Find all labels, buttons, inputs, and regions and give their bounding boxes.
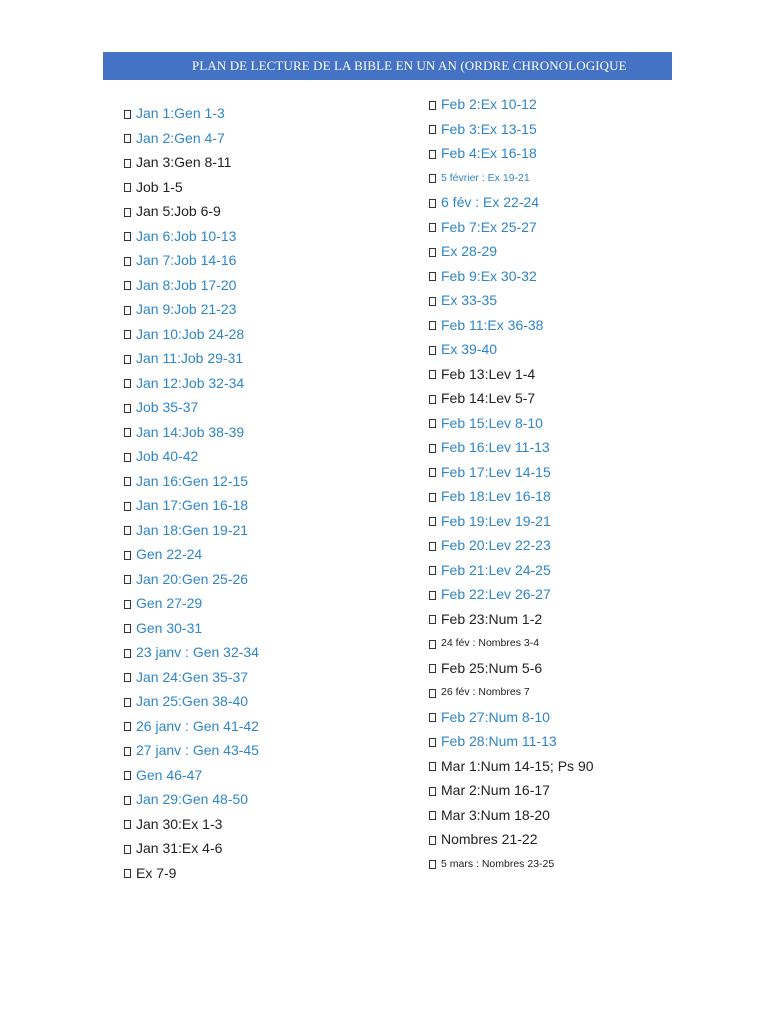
- reading-link[interactable]: Jan 9:Job 21-23: [136, 301, 237, 318]
- reading-list-item[interactable]: [429, 729, 594, 754]
- checkbox-icon[interactable]: [124, 453, 131, 462]
- reading-link[interactable]: Gen 30-31: [136, 619, 203, 636]
- reading-link[interactable]: Jan 12:Job 32-34: [136, 374, 245, 391]
- checkbox-icon[interactable]: [429, 615, 436, 624]
- checkbox-icon[interactable]: [124, 673, 131, 682]
- reading-link[interactable]: Jan 20:Gen 25-26: [136, 570, 249, 587]
- checkbox-icon[interactable]: [124, 722, 131, 731]
- reading-list-item: [124, 812, 259, 837]
- reading-link[interactable]: Ex 33-35: [441, 292, 498, 309]
- reading-label: Mar 2:Num 16-17: [441, 782, 550, 799]
- reading-link[interactable]: Feb 15:Lev 8-10: [441, 414, 543, 431]
- reading-label: Jan 31:Ex 4-6: [136, 840, 223, 857]
- reading-link[interactable]: Jan 17:Gen 16-18: [136, 497, 249, 514]
- checkbox-icon[interactable]: [429, 517, 436, 526]
- reading-list-item[interactable]: [429, 558, 594, 583]
- reading-label: Feb 25:Num 5-6: [441, 659, 543, 676]
- checkbox-icon[interactable]: [429, 101, 436, 110]
- checkbox-icon[interactable]: [429, 787, 436, 796]
- checkbox-icon[interactable]: [124, 551, 131, 560]
- reading-link[interactable]: Feb 28:Num 11-13: [441, 733, 557, 750]
- reading-list-item[interactable]: [124, 322, 259, 347]
- reading-label: Jan 30:Ex 1-3: [136, 815, 223, 832]
- reading-link[interactable]: Feb 18:Lev 16-18: [441, 488, 551, 505]
- checkbox-icon[interactable]: [429, 297, 436, 306]
- checkbox-icon[interactable]: [124, 771, 131, 780]
- reading-list-item[interactable]: [124, 689, 259, 714]
- reading-list-item[interactable]: [124, 444, 259, 469]
- reading-link[interactable]: 23 janv : Gen 32-34: [136, 644, 259, 661]
- reading-link[interactable]: Feb 7:Ex 25-27: [441, 218, 537, 235]
- reading-list-item[interactable]: [124, 224, 259, 249]
- reading-label: Feb 23:Num 1-2: [441, 610, 543, 627]
- reading-label: Jan 3:Gen 8-11: [136, 154, 232, 171]
- checkbox-icon[interactable]: [124, 110, 131, 119]
- checkbox-icon[interactable]: [124, 208, 131, 217]
- reading-link[interactable]: Job 40-42: [136, 448, 199, 465]
- checkbox-icon[interactable]: [124, 526, 131, 535]
- reading-link[interactable]: Feb 11:Ex 36-38: [441, 316, 544, 333]
- reading-list-item[interactable]: [429, 141, 594, 166]
- checkbox-icon[interactable]: [124, 428, 131, 437]
- reading-link[interactable]: Gen 22-24: [136, 546, 203, 563]
- reading-link[interactable]: Ex 39-40: [441, 341, 498, 358]
- checkbox-icon[interactable]: [429, 591, 436, 600]
- reading-list-item: [429, 778, 594, 803]
- reading-list-item[interactable]: [124, 248, 259, 273]
- reading-list-item: [429, 362, 594, 387]
- checkbox-icon[interactable]: [124, 330, 131, 339]
- checkbox-icon[interactable]: [429, 346, 436, 355]
- reading-link[interactable]: Gen 27-29: [136, 595, 203, 612]
- reading-link[interactable]: Jan 2:Gen 4-7: [136, 129, 225, 146]
- checkbox-icon[interactable]: [124, 502, 131, 511]
- reading-link[interactable]: Jan 29:Gen 48-50: [136, 791, 249, 808]
- checkbox-icon[interactable]: [429, 713, 436, 722]
- checkbox-icon[interactable]: [124, 159, 131, 168]
- checkbox-icon[interactable]: [124, 404, 131, 413]
- reading-label: Nombres 21-22: [441, 831, 538, 848]
- reading-list-item: [124, 175, 259, 200]
- reading-label: 24 fév : Nombres 3-4: [441, 637, 540, 650]
- reading-list-item[interactable]: [429, 313, 594, 338]
- reading-list-item[interactable]: [124, 101, 259, 126]
- reading-link[interactable]: Feb 20:Lev 22-23: [441, 537, 551, 554]
- reading-list-item: [429, 852, 594, 877]
- reading-list-item[interactable]: [124, 738, 259, 763]
- reading-list-item[interactable]: [429, 190, 594, 215]
- reading-list-item[interactable]: [124, 518, 259, 543]
- title-banner: [103, 52, 672, 80]
- checkbox-icon[interactable]: [429, 150, 436, 159]
- reading-list-item[interactable]: [124, 714, 259, 739]
- checkbox-icon[interactable]: [429, 248, 436, 257]
- checkbox-icon[interactable]: [429, 199, 436, 208]
- checkbox-icon[interactable]: [124, 698, 131, 707]
- reading-link[interactable]: Feb 3:Ex 13-15: [441, 120, 537, 137]
- page-title: PLAN DE LECTURE DE LA BIBLE EN UN AN (ORDRE CHRONOLOGIQUE: [192, 58, 627, 73]
- reading-link[interactable]: Feb 2:Ex 10-12: [441, 96, 537, 113]
- checkbox-icon[interactable]: [124, 845, 131, 854]
- reading-link[interactable]: Jan 6:Job 10-13: [136, 227, 237, 244]
- reading-label: 5 mars : Nombres 23-25: [441, 857, 555, 870]
- reading-list-item[interactable]: [124, 640, 259, 665]
- reading-list-item[interactable]: [429, 337, 594, 362]
- reading-link[interactable]: 5 février : Ex 19-21: [441, 171, 530, 184]
- reading-list-item[interactable]: [124, 395, 259, 420]
- reading-label: Feb 13:Lev 1-4: [441, 365, 536, 382]
- reading-list-item: [124, 861, 259, 886]
- reading-list-item[interactable]: [429, 92, 594, 117]
- checkbox-icon[interactable]: [124, 649, 131, 658]
- reading-list-item[interactable]: [429, 533, 594, 558]
- checkbox-icon[interactable]: [124, 477, 131, 486]
- checkbox-icon[interactable]: [429, 689, 436, 698]
- reading-label: 26 fév : Nombres 7: [441, 686, 530, 699]
- checkbox-icon[interactable]: [124, 575, 131, 584]
- reading-link[interactable]: 26 janv : Gen 41-42: [136, 717, 259, 734]
- reading-list-item[interactable]: [429, 288, 594, 313]
- reading-list-item[interactable]: [124, 567, 259, 592]
- reading-list-item[interactable]: [124, 763, 259, 788]
- reading-link[interactable]: Feb 21:Lev 24-25: [441, 561, 551, 578]
- reading-link[interactable]: Jan 7:Job 14-16: [136, 252, 237, 269]
- reading-link[interactable]: Jan 24:Gen 35-37: [136, 668, 249, 685]
- reading-list-item[interactable]: [124, 371, 259, 396]
- reading-list-item[interactable]: [429, 239, 594, 264]
- reading-label: Feb 14:Lev 5-7: [441, 390, 536, 407]
- reading-link[interactable]: Feb 16:Lev 11-13: [441, 439, 550, 456]
- reading-link[interactable]: Jan 14:Job 38-39: [136, 423, 245, 440]
- reading-link[interactable]: Feb 19:Lev 19-21: [441, 512, 551, 529]
- reading-list-item: [124, 199, 259, 224]
- reading-list-item[interactable]: [124, 297, 259, 322]
- checkbox-icon[interactable]: [124, 232, 131, 241]
- reading-link[interactable]: Jan 1:Gen 1-3: [136, 105, 225, 122]
- reading-list-item[interactable]: [124, 665, 259, 690]
- reading-list-item[interactable]: [124, 493, 259, 518]
- reading-list-right: [429, 92, 594, 876]
- reading-list-item: [429, 754, 594, 779]
- checkbox-icon[interactable]: [124, 379, 131, 388]
- checkbox-icon[interactable]: [124, 306, 131, 315]
- reading-list-item[interactable]: [429, 582, 594, 607]
- reading-list-item[interactable]: [429, 484, 594, 509]
- reading-list-item[interactable]: [429, 411, 594, 436]
- checkbox-icon[interactable]: [429, 125, 436, 134]
- reading-list-item[interactable]: [429, 435, 594, 460]
- checkbox-icon[interactable]: [124, 796, 131, 805]
- checkbox-icon[interactable]: [124, 747, 131, 756]
- reading-list-item[interactable]: [429, 117, 594, 142]
- reading-list-item[interactable]: [429, 264, 594, 289]
- checkbox-icon[interactable]: [124, 134, 131, 143]
- reading-list-item: [429, 827, 594, 852]
- checkbox-icon[interactable]: [429, 811, 436, 820]
- reading-list-item[interactable]: [429, 166, 594, 191]
- checkbox-icon[interactable]: [124, 257, 131, 266]
- checkbox-icon[interactable]: [429, 321, 436, 330]
- reading-list-item[interactable]: [124, 591, 259, 616]
- reading-link[interactable]: Feb 22:Lev 26-27: [441, 586, 551, 603]
- reading-list-item[interactable]: [124, 346, 259, 371]
- reading-link[interactable]: Jan 8:Job 17-20: [136, 276, 237, 293]
- checkbox-icon[interactable]: [429, 738, 436, 747]
- reading-list-item: [429, 656, 594, 681]
- reading-link[interactable]: Feb 17:Lev 14-15: [441, 463, 551, 480]
- checkbox-icon[interactable]: [124, 355, 131, 364]
- checkbox-icon[interactable]: [429, 174, 436, 183]
- reading-list-item[interactable]: [124, 420, 259, 445]
- reading-list-item: [429, 803, 594, 828]
- checkbox-icon[interactable]: [429, 370, 436, 379]
- reading-list-item[interactable]: [124, 616, 259, 641]
- checkbox-icon[interactable]: [429, 419, 436, 428]
- checkbox-icon[interactable]: [124, 820, 131, 829]
- checkbox-icon[interactable]: [429, 566, 436, 575]
- reading-label: Mar 1:Num 14-15; Ps 90: [441, 757, 594, 774]
- checkbox-icon[interactable]: [429, 836, 436, 845]
- checkbox-icon[interactable]: [429, 272, 436, 281]
- checkbox-icon[interactable]: [429, 762, 436, 771]
- checkbox-icon[interactable]: [429, 395, 436, 404]
- reading-link[interactable]: Jan 18:Gen 19-21: [136, 521, 249, 538]
- reading-label: Jan 5:Job 6-9: [136, 203, 221, 220]
- reading-link[interactable]: 6 fév : Ex 22-24: [441, 194, 540, 211]
- checkbox-icon[interactable]: [429, 542, 436, 551]
- checkbox-icon[interactable]: [124, 183, 131, 192]
- reading-label: Ex 7-9: [136, 864, 177, 881]
- reading-link[interactable]: Feb 9:Ex 30-32: [441, 267, 537, 284]
- reading-list-item[interactable]: [124, 469, 259, 494]
- checkbox-icon[interactable]: [124, 624, 131, 633]
- reading-label: Mar 3:Num 18-20: [441, 806, 550, 823]
- reading-link[interactable]: Jan 10:Job 24-28: [136, 325, 245, 342]
- reading-list-item: [124, 836, 259, 861]
- reading-list-item[interactable]: [124, 542, 259, 567]
- reading-list-item: [124, 150, 259, 175]
- reading-link[interactable]: Jan 11:Job 29-31: [136, 350, 244, 367]
- reading-link[interactable]: 27 janv : Gen 43-45: [136, 742, 259, 759]
- reading-label: Job 1-5: [136, 178, 183, 195]
- checkbox-icon[interactable]: [124, 281, 131, 290]
- checkbox-icon[interactable]: [429, 223, 436, 232]
- checkbox-icon[interactable]: [429, 640, 436, 649]
- reading-link[interactable]: Feb 27:Num 8-10: [441, 708, 550, 725]
- reading-list-item[interactable]: [124, 273, 259, 298]
- reading-list-item: [429, 607, 594, 632]
- checkbox-icon[interactable]: [429, 493, 436, 502]
- checkbox-icon[interactable]: [429, 860, 436, 869]
- reading-link[interactable]: Jan 16:Gen 12-15: [136, 472, 249, 489]
- checkbox-icon[interactable]: [124, 869, 131, 878]
- checkbox-icon[interactable]: [429, 444, 436, 453]
- checkbox-icon[interactable]: [429, 664, 436, 673]
- checkbox-icon[interactable]: [429, 468, 436, 477]
- checkbox-icon[interactable]: [124, 600, 131, 609]
- reading-list-item[interactable]: [429, 460, 594, 485]
- reading-link[interactable]: Job 35-37: [136, 399, 199, 416]
- reading-list-item[interactable]: [429, 509, 594, 534]
- reading-list-left: [124, 101, 259, 885]
- reading-list-item: [429, 386, 594, 411]
- reading-list-item[interactable]: [124, 126, 259, 151]
- reading-list-item: [429, 631, 594, 656]
- reading-list-item[interactable]: [429, 215, 594, 240]
- reading-link[interactable]: Jan 25:Gen 38-40: [136, 693, 249, 710]
- reading-link[interactable]: Feb 4:Ex 16-18: [441, 145, 537, 162]
- reading-list-item[interactable]: [124, 787, 259, 812]
- reading-list-item[interactable]: [429, 705, 594, 730]
- reading-link[interactable]: Gen 46-47: [136, 766, 203, 783]
- reading-list-item: [429, 680, 594, 705]
- reading-link[interactable]: Ex 28-29: [441, 243, 498, 260]
